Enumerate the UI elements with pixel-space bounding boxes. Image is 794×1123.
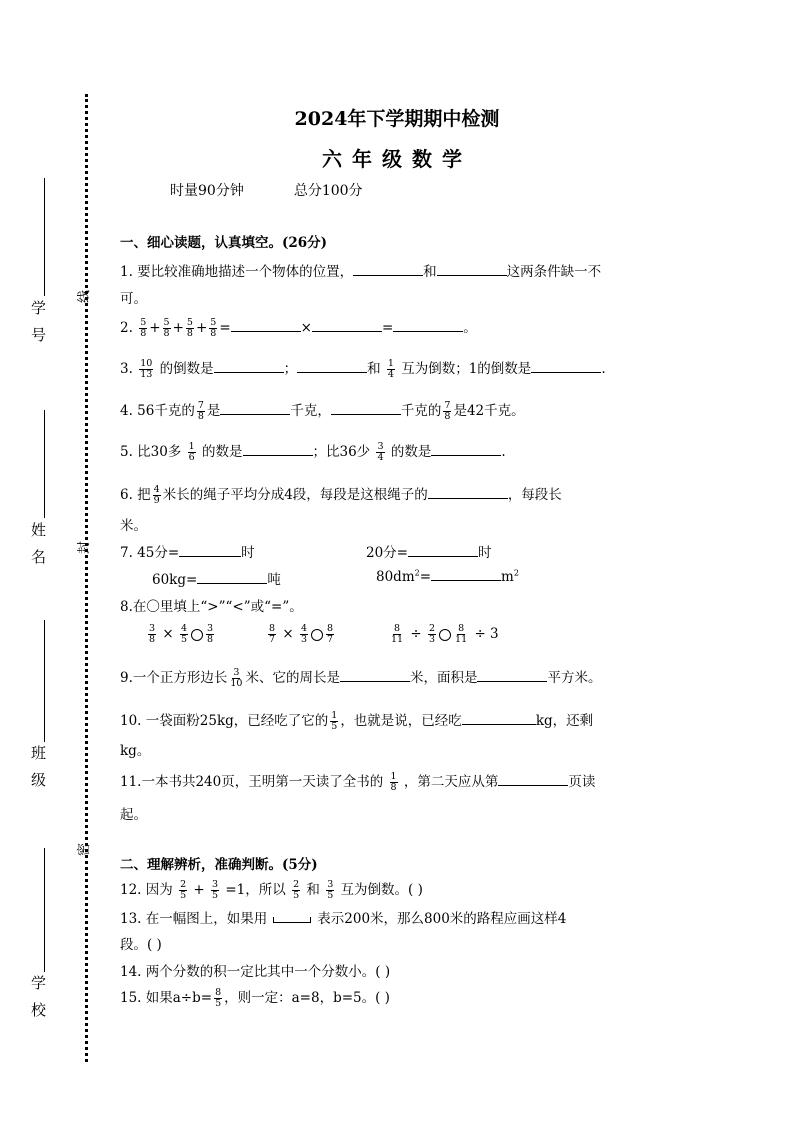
q8-circle-3[interactable] (439, 629, 451, 641)
q1-blank-1[interactable] (353, 263, 423, 276)
seal-char-xian: 线 (77, 289, 93, 304)
q4-blank-1[interactable] (220, 402, 290, 415)
question-1-cont: 可。 (120, 291, 147, 307)
label-student-number: 学号 (29, 300, 47, 354)
question-12: 12. 因为 $\frac{2}{5}$ + $\frac{3}{5}$ =1，所以 $\frac{2}{5}$ 和 $\frac{3}{5}$ 互为倒数。( ) (120, 879, 423, 901)
q3-blank-1[interactable] (214, 360, 284, 373)
q2-blank-3[interactable] (393, 319, 463, 332)
school-line[interactable] (44, 848, 45, 972)
q1-blank-2[interactable] (437, 263, 507, 276)
question-2: 2. $\frac{5}{8}$ + $\frac{5}{8}$ + $\frac{5}{8}$ + $\frac{5}{8}$ = × = 。 (120, 317, 477, 339)
question-6-cont: 米。 (120, 518, 147, 534)
q4-blank-2[interactable] (331, 402, 401, 415)
section2-heading: 二、理解辨析，准确判断。(5分) (120, 857, 318, 873)
question-15: 15. 如果a÷b= $\frac{8}{5}$ ，则一定：a=8，b=5。( ) (120, 987, 390, 1009)
q2-blank-1[interactable] (231, 319, 301, 332)
scale-bar-segment (273, 917, 311, 923)
binding-dotted-line (85, 94, 88, 1062)
question-6: 6. 把 $\frac{4}{9}$ 米长的绳子平均分成4段，每段是这根绳子的 ，每段长 (120, 484, 562, 506)
q7-blank-1[interactable] (179, 544, 241, 557)
q8-compare-2: $\frac{8}{7}$ × $\frac{4}{3}$ $\frac{8}{7}$ (269, 623, 334, 645)
section1-heading: 一、细心读题，认真填空。(26分) (120, 235, 328, 251)
label-school: 学校 (29, 975, 47, 1029)
question-8: 8.在〇里填上“>”“<”或“=”。 (120, 599, 303, 615)
q8-circle-1[interactable] (191, 629, 203, 641)
total-score: 总分100分 (293, 183, 363, 199)
q7-blank-4[interactable] (431, 568, 501, 581)
q8-circle-2[interactable] (311, 629, 323, 641)
q7-blank-2[interactable] (408, 544, 478, 557)
q5-blank-2[interactable] (431, 443, 501, 456)
question-10-cont: kg。 (120, 743, 151, 759)
exam-meta (170, 180, 413, 200)
student-number-line[interactable] (44, 178, 45, 296)
question-14: 14. 两个分数的积一定比其中一个分数小。( ) (120, 964, 391, 980)
q11-blank-1[interactable] (498, 773, 568, 786)
q6-blank-1[interactable] (428, 486, 508, 499)
q3-blank-3[interactable] (531, 360, 601, 373)
seal-char-feng: 封 (77, 540, 93, 555)
question-7-row1b: 20分= 时 (366, 545, 492, 561)
exam-title: 2024年下学期期中检测 (294, 108, 500, 130)
question-7-row2: 60kg= 吨 (152, 572, 281, 588)
q9-blank-2[interactable] (477, 669, 547, 682)
label-name: 姓名 (29, 522, 47, 576)
q8-compare-3: $\frac{8}{11}$ ÷ $\frac{2}{3}$ $\frac{8}{11}$ ÷ 3 (391, 623, 499, 645)
exam-subtitle: 六年级数学 (322, 147, 472, 171)
q2-blank-2[interactable] (312, 319, 382, 332)
question-10: 10. 一袋面粉25kg，已经吃了它的 $\frac{1}{5}$ ，也就是说，已经吃 kg，还剩 (120, 710, 594, 732)
question-1: 1. 要比较准确地描述一个物体的位置， 和 这两条件缺一不 (120, 264, 602, 280)
question-13: 13. 在一幅图上，如果用 表示200米，那么800米的路程应画这样4 (120, 911, 567, 927)
question-7-row2b: $80dm^2= m^2$ (376, 568, 519, 585)
q3-blank-2[interactable] (297, 360, 367, 373)
question-11: 11.一本书共240页，王明第一天读了全书的 $\frac{1}{8}$ ，第二天应从第 页读 (120, 771, 596, 793)
question-13-cont: 段。( ) (120, 937, 162, 953)
q5-blank-1[interactable] (243, 443, 313, 456)
question-3: 3. $\frac{10}{13}$ 的倒数是 ； 和 $\frac{1}{4}$ 互为倒数；1的倒数是 . (120, 358, 606, 380)
q8-compare-1: $\frac{3}{8}$ × $\frac{4}{5}$ $\frac{3}{8}$ (149, 623, 214, 645)
label-class: 班级 (29, 745, 47, 799)
q9-blank-1[interactable] (340, 669, 410, 682)
name-line[interactable] (44, 410, 45, 518)
question-5: 5. 比30多 $\frac{1}{6}$ 的数是 ；比36少 $\frac{3}{4}$ 的数是 . (120, 441, 506, 463)
q7-blank-3[interactable] (197, 571, 267, 584)
question-9: 9.一个正方形边长 $\frac{3}{10}$ 米、它的周长是 米，面积是 平方米。 (120, 667, 602, 689)
seal-char-mi: 密 (77, 842, 93, 857)
q10-blank-1[interactable] (462, 712, 536, 725)
question-11-cont: 起。 (120, 807, 147, 823)
question-4: 4. 56千克的 $\frac{7}{8}$ 是 千克， 千克的 $\frac{7}{8}$ 是42千克。 (120, 400, 525, 422)
class-line[interactable] (44, 620, 45, 742)
question-7-row1: 7. 45分= 时 (120, 545, 255, 561)
time-limit: 时量90分钟 (170, 183, 244, 199)
